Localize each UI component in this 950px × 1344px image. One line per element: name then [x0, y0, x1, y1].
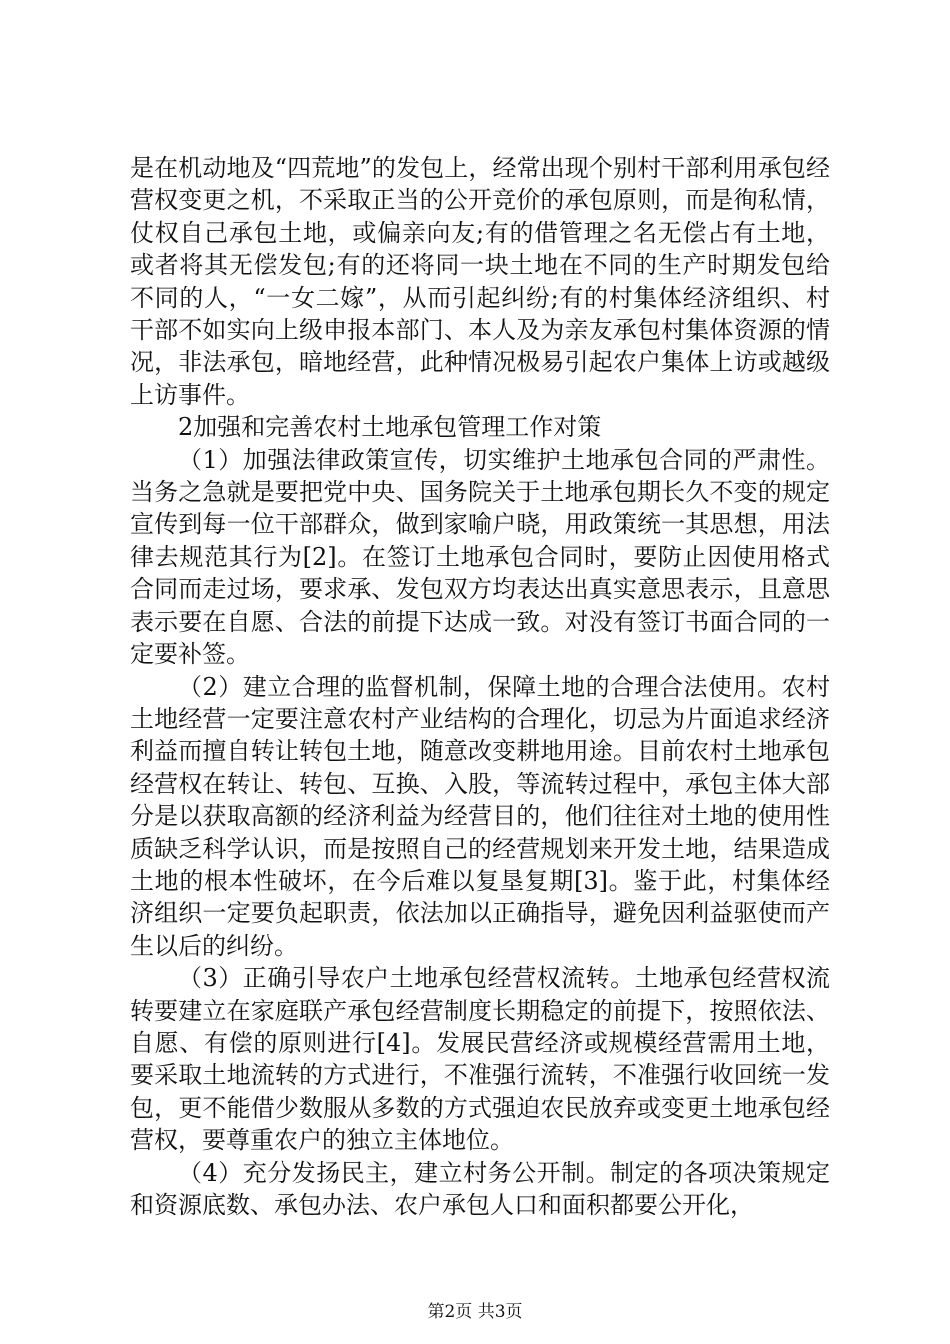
- section-heading: 2加强和完善农村土地承包管理工作对策: [178, 413, 602, 442]
- body-paragraph-2: （2）建立合理的监督机制，保障土地的合理合法使用。农村土地经营一定要注意农村产业结构的合理化，切忌为片面追求经济利益而擅自转让转包土地，随意改变耕地用途。目前农村土地承包经营权在转让、转包、互换、入股，等流转过程中，承包主体大部分是以获取高额的经济利益为经营目的，他们往往对土地的使用性质缺乏科学认识，而是按照自己的经营规划来开发土地，结果造成土地的根本性破坏，在今后难以复垦复期[3]。鉴于此，村集体经济组织一定要负起职责，依法加以正确指导，避免因利益驱使而产生以后的纠纷。: [130, 672, 830, 960]
- body-paragraph-3: （3）正确引导农户土地承包经营权流转。土地承包经营权流转要建立在家庭联产承包经营制度长期稳定的前提下，按照依法、自愿、有偿的原则进行[4]。发展民营经济或规模经营需用土地，要采取土地流转的方式进行，不准强行流转，不准强行收回统一发包，更不能借少数服从多数的方式强迫农民放弃或变更土地承包经营权，要尊重农户的独立主体地位。: [130, 964, 830, 1155]
- body-paragraph-4: （4）充分发扬民主，建立村务公开制。制定的各项决策规定和资源底数、承包办法、农户承包人口和面积都要公开化，: [130, 1158, 830, 1219]
- page-footer: 第2页 共3页: [427, 1302, 523, 1322]
- body-paragraph-1: （1）加强法律政策宣传，切实维护土地承包合同的严肃性。当务之急就是要把党中央、国务院关于土地承包期长久不变的规定宣传到每一位干部群众，做到家喻户晓，用政策统一其思想，用法律去规范其行为[2]。在签订土地承包合同时，要防止因使用格式合同而走过场，要求承、发包双方均表达出真实意思表示，且意思表示要在自愿、合法的前提下达成一致。对没有签订书面合同的一定要补签。: [130, 445, 830, 669]
- document-page: [130, 152, 830, 1221]
- body-paragraph-continuation: 是在机动地及“四荒地”的发包上，经常出现个别村干部利用承包经营权变更之机，不采取正当的公开竞价的承包原则，而是徇私情，仗权自己承包土地，或偏亲向友;有的借管理之名无偿占有土地，或者将其无偿发包;有的还将同一块土地在不同的生产时期发包给不同的人，“一女二嫁”，从而引起纠纷;有的村集体经济组织、村干部不如实向上级申报本部门、本人及为亲友承包村集体资源的情况，非法承包，暗地经营，此种情况极易引起农户集体上访或越级上访事件。: [130, 154, 830, 409]
